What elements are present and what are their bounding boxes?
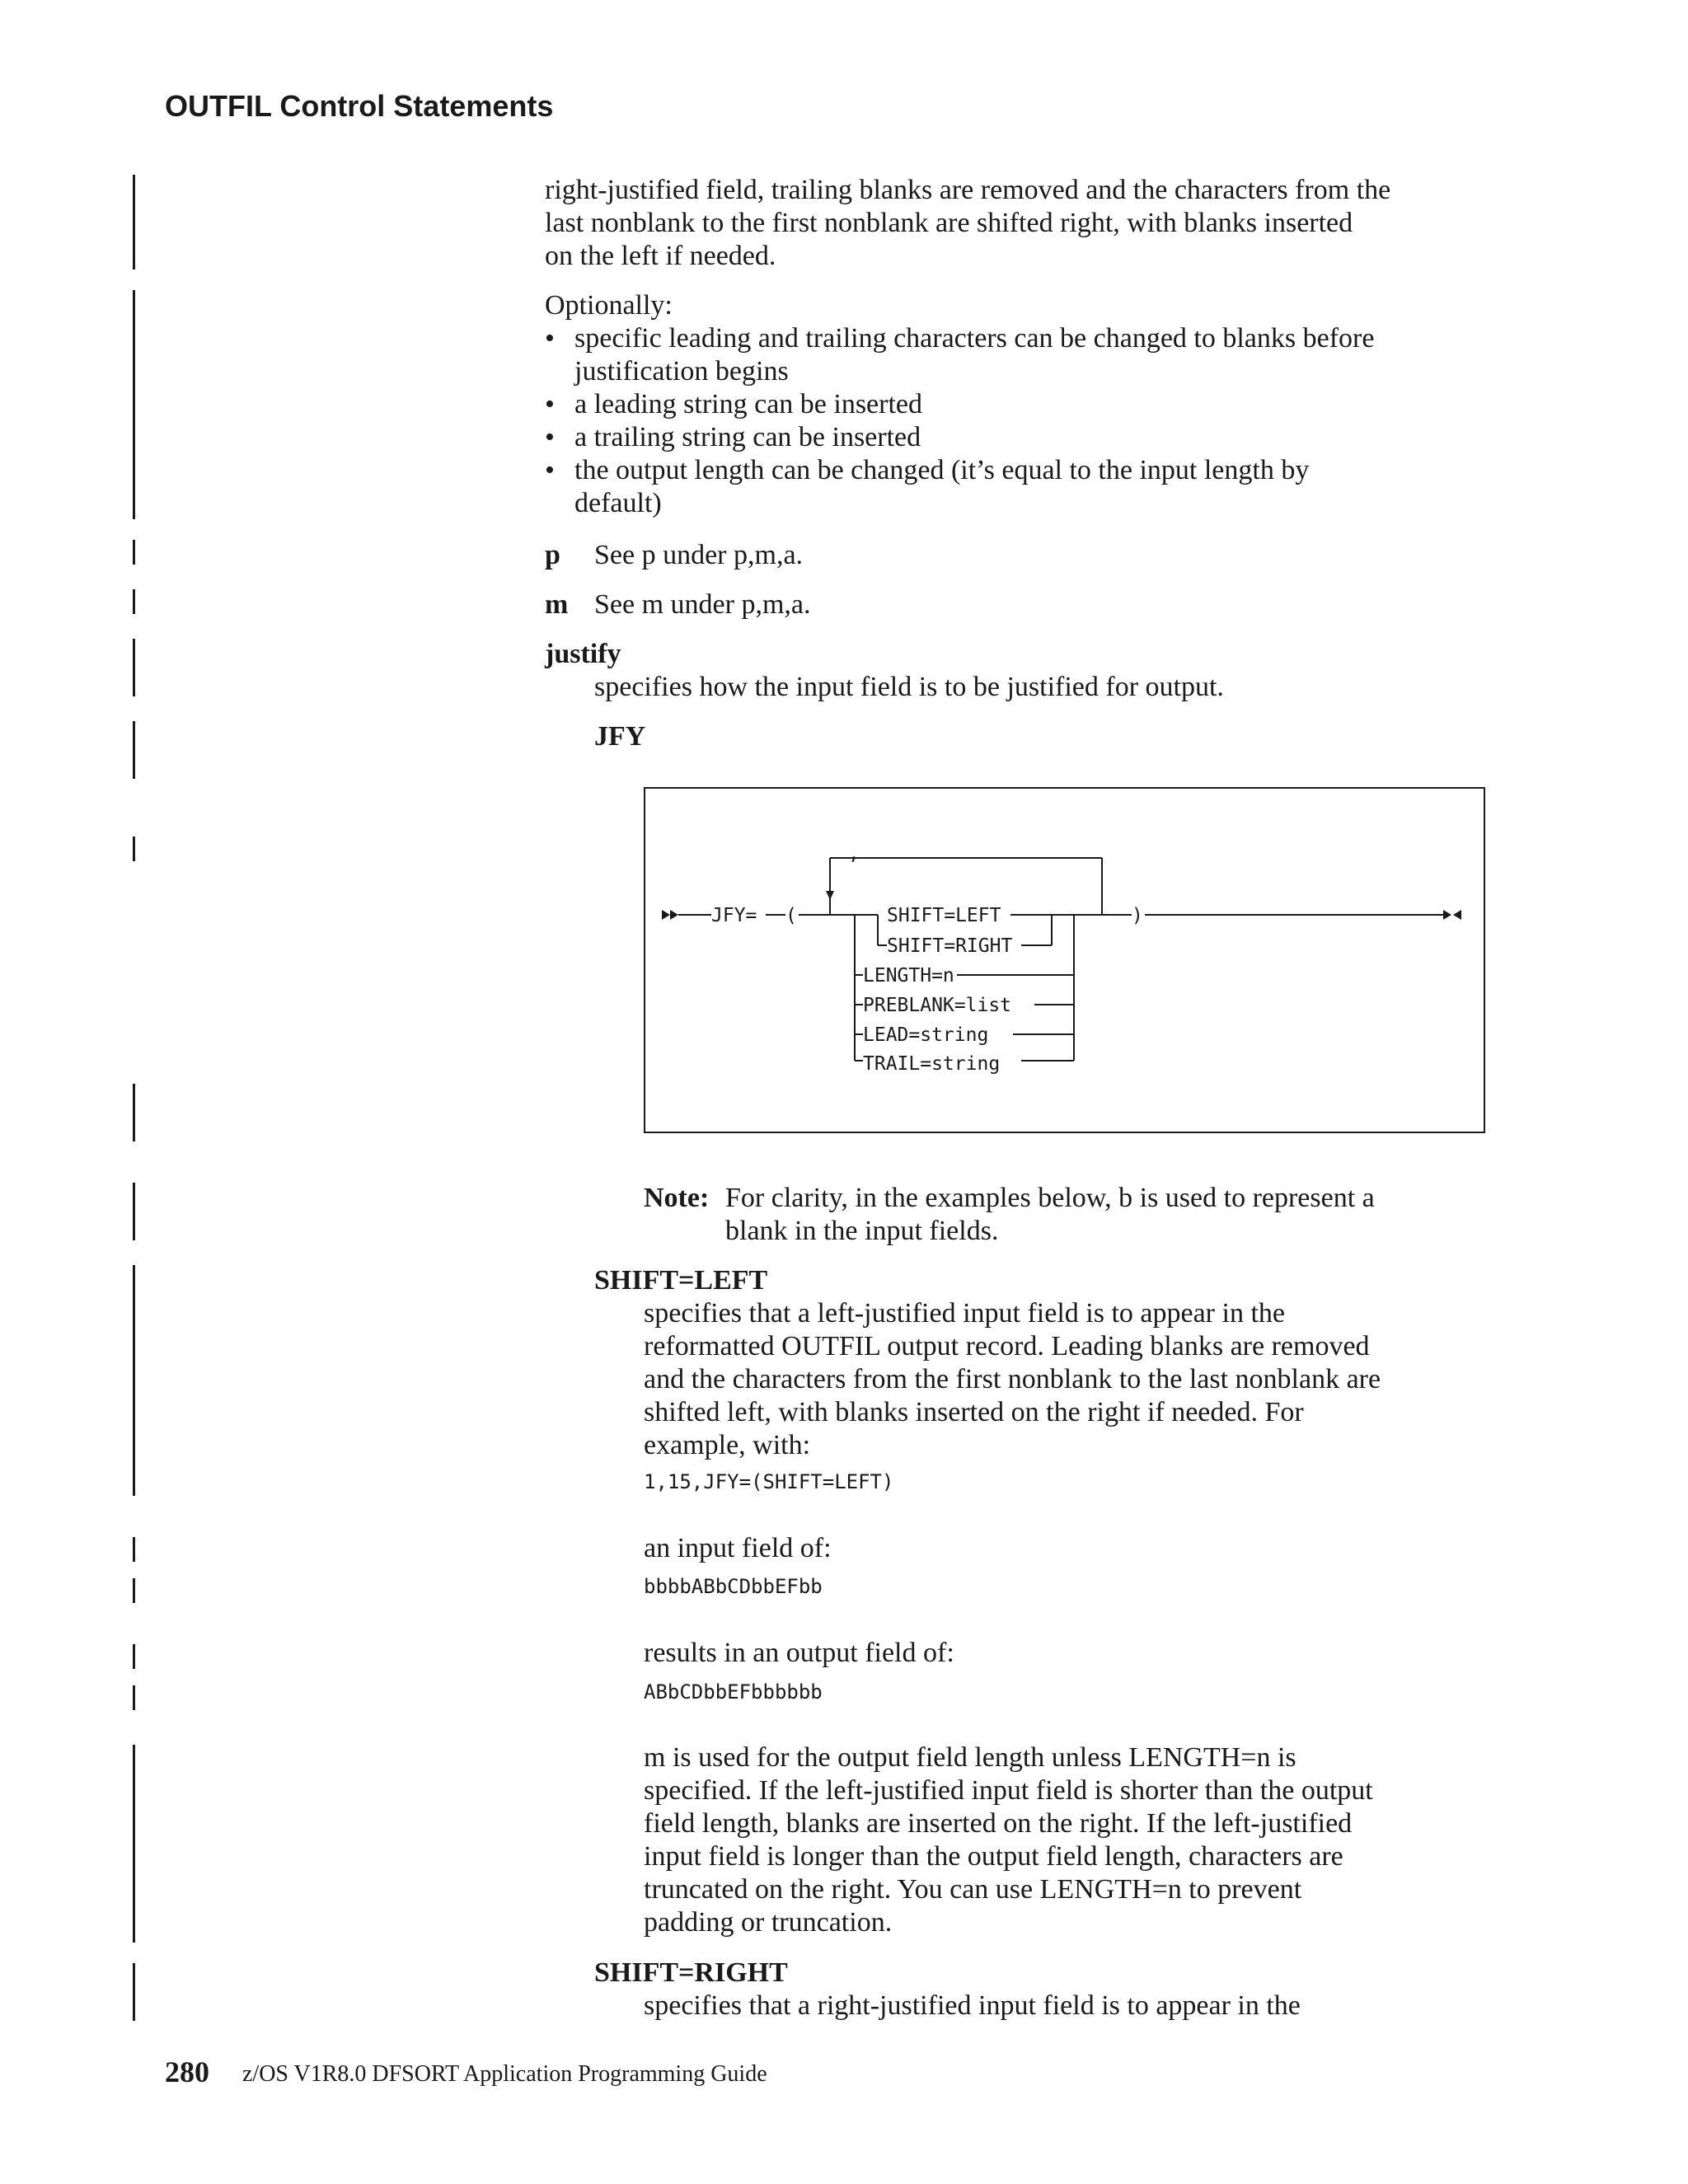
- running-header: OUTFIL Control Statements: [165, 89, 554, 123]
- output-value: ABbCDbbEFbbbbbb: [644, 1680, 823, 1704]
- term-p: p: [545, 540, 560, 570]
- syntax-open-paren: (: [785, 905, 797, 926]
- syntax-diagram-graphic: [645, 789, 1484, 1132]
- syntax-option: LEAD=string: [863, 1024, 989, 1046]
- term-m-desc: See m under p,m,a.: [594, 589, 811, 620]
- revision-bar: [133, 1084, 135, 1141]
- revision-bar: [133, 721, 135, 779]
- syntax-close-paren: ): [1132, 905, 1143, 926]
- term-m: m: [545, 589, 569, 620]
- syntax-option: SHIFT=RIGHT: [887, 935, 1013, 957]
- list-item: specific leading and trailing characters can be changed to blanks before justification begins: [574, 323, 1375, 387]
- term-shift-left: SHIFT=LEFT: [594, 1265, 768, 1296]
- length-paragraph: m is used for the output field length unless LENGTH=n is specified. If the left-justified input field is shorter than the output field length, blanks are inserted on the right. If the left-justified input field is longer than the output field length, characters are truncated on the right. You can use LENGTH=n to prevent padding or truncation.: [644, 1742, 1373, 1938]
- syntax-option: LENGTH=n: [863, 965, 954, 987]
- intro-line: last nonblank to the first nonblank are shifted right, with blanks inserted: [545, 208, 1353, 238]
- revision-bar: [133, 290, 135, 519]
- input-value: bbbbABbCDbbEFbb: [644, 1575, 823, 1598]
- term-jfy: JFY: [594, 721, 646, 752]
- example-code: 1,15,JFY=(SHIFT=LEFT): [644, 1470, 894, 1493]
- revision-bar: [133, 540, 135, 565]
- syntax-option: PREBLANK=list: [863, 995, 1012, 1016]
- bullet: •: [545, 455, 555, 485]
- syntax-option: SHIFT=LEFT: [887, 905, 1001, 926]
- revision-bar: [133, 1685, 135, 1710]
- input-label: an input field of:: [644, 1533, 832, 1563]
- intro-line: on the left if needed.: [545, 241, 776, 271]
- page-number: 280: [165, 2055, 209, 2088]
- list-item: a leading string can be inserted: [574, 389, 923, 419]
- term-justify: justify: [545, 639, 621, 669]
- syntax-option: TRAIL=string: [863, 1053, 1001, 1075]
- revision-bar: [133, 639, 135, 696]
- revision-bar: [133, 175, 135, 269]
- term-shift-right: SHIFT=RIGHT: [594, 1957, 788, 1988]
- note-text: For clarity, in the examples below, b is used to represent a blank in the input fields.: [725, 1183, 1375, 1246]
- output-label: results in an output field of:: [644, 1638, 954, 1668]
- syntax-repeat-separator: ,: [848, 843, 860, 865]
- bullet: •: [545, 422, 555, 452]
- bullet: •: [545, 389, 555, 419]
- term-justify-desc: specifies how the input field is to be justified for output.: [594, 672, 1224, 702]
- note-label: Note:: [644, 1183, 710, 1213]
- optionally-label: Optionally:: [545, 290, 673, 321]
- intro-line: right-justified field, trailing blanks are removed and the characters from the: [545, 175, 1391, 205]
- revision-bar: [133, 1745, 135, 1943]
- revision-bar: [133, 1537, 135, 1562]
- revision-bar: [133, 589, 135, 614]
- revision-bar: [133, 1578, 135, 1603]
- bullet: •: [545, 323, 555, 354]
- term-p-desc: See p under p,m,a.: [594, 540, 804, 570]
- revision-bar: [133, 1644, 135, 1669]
- book-title: z/OS V1R8.0 DFSORT Application Programming Guide: [242, 2061, 767, 2087]
- list-item: the output length can be changed (it’s equal to the input length by default): [574, 455, 1310, 518]
- revision-bar: [133, 1963, 135, 2021]
- intro-paragraph: [545, 174, 1390, 273]
- list-item: a trailing string can be inserted: [574, 422, 921, 452]
- syntax-diagram: [644, 787, 1485, 1133]
- shift-right-description: specifies that a right-justified input field is to appear in the: [644, 1990, 1301, 2021]
- syntax-start: JFY=: [711, 905, 757, 926]
- revision-bar: [133, 1265, 135, 1496]
- revision-bar: [133, 837, 135, 861]
- shift-left-description: specifies that a left-justified input field is to appear in the reformatted OUTFIL output record. Leading blanks are removed and the characters from the first nonblank to the last nonblank are shifted left, with blanks inserted on the right if needed. For example, with:: [644, 1298, 1381, 1460]
- revision-bar: [133, 1183, 135, 1240]
